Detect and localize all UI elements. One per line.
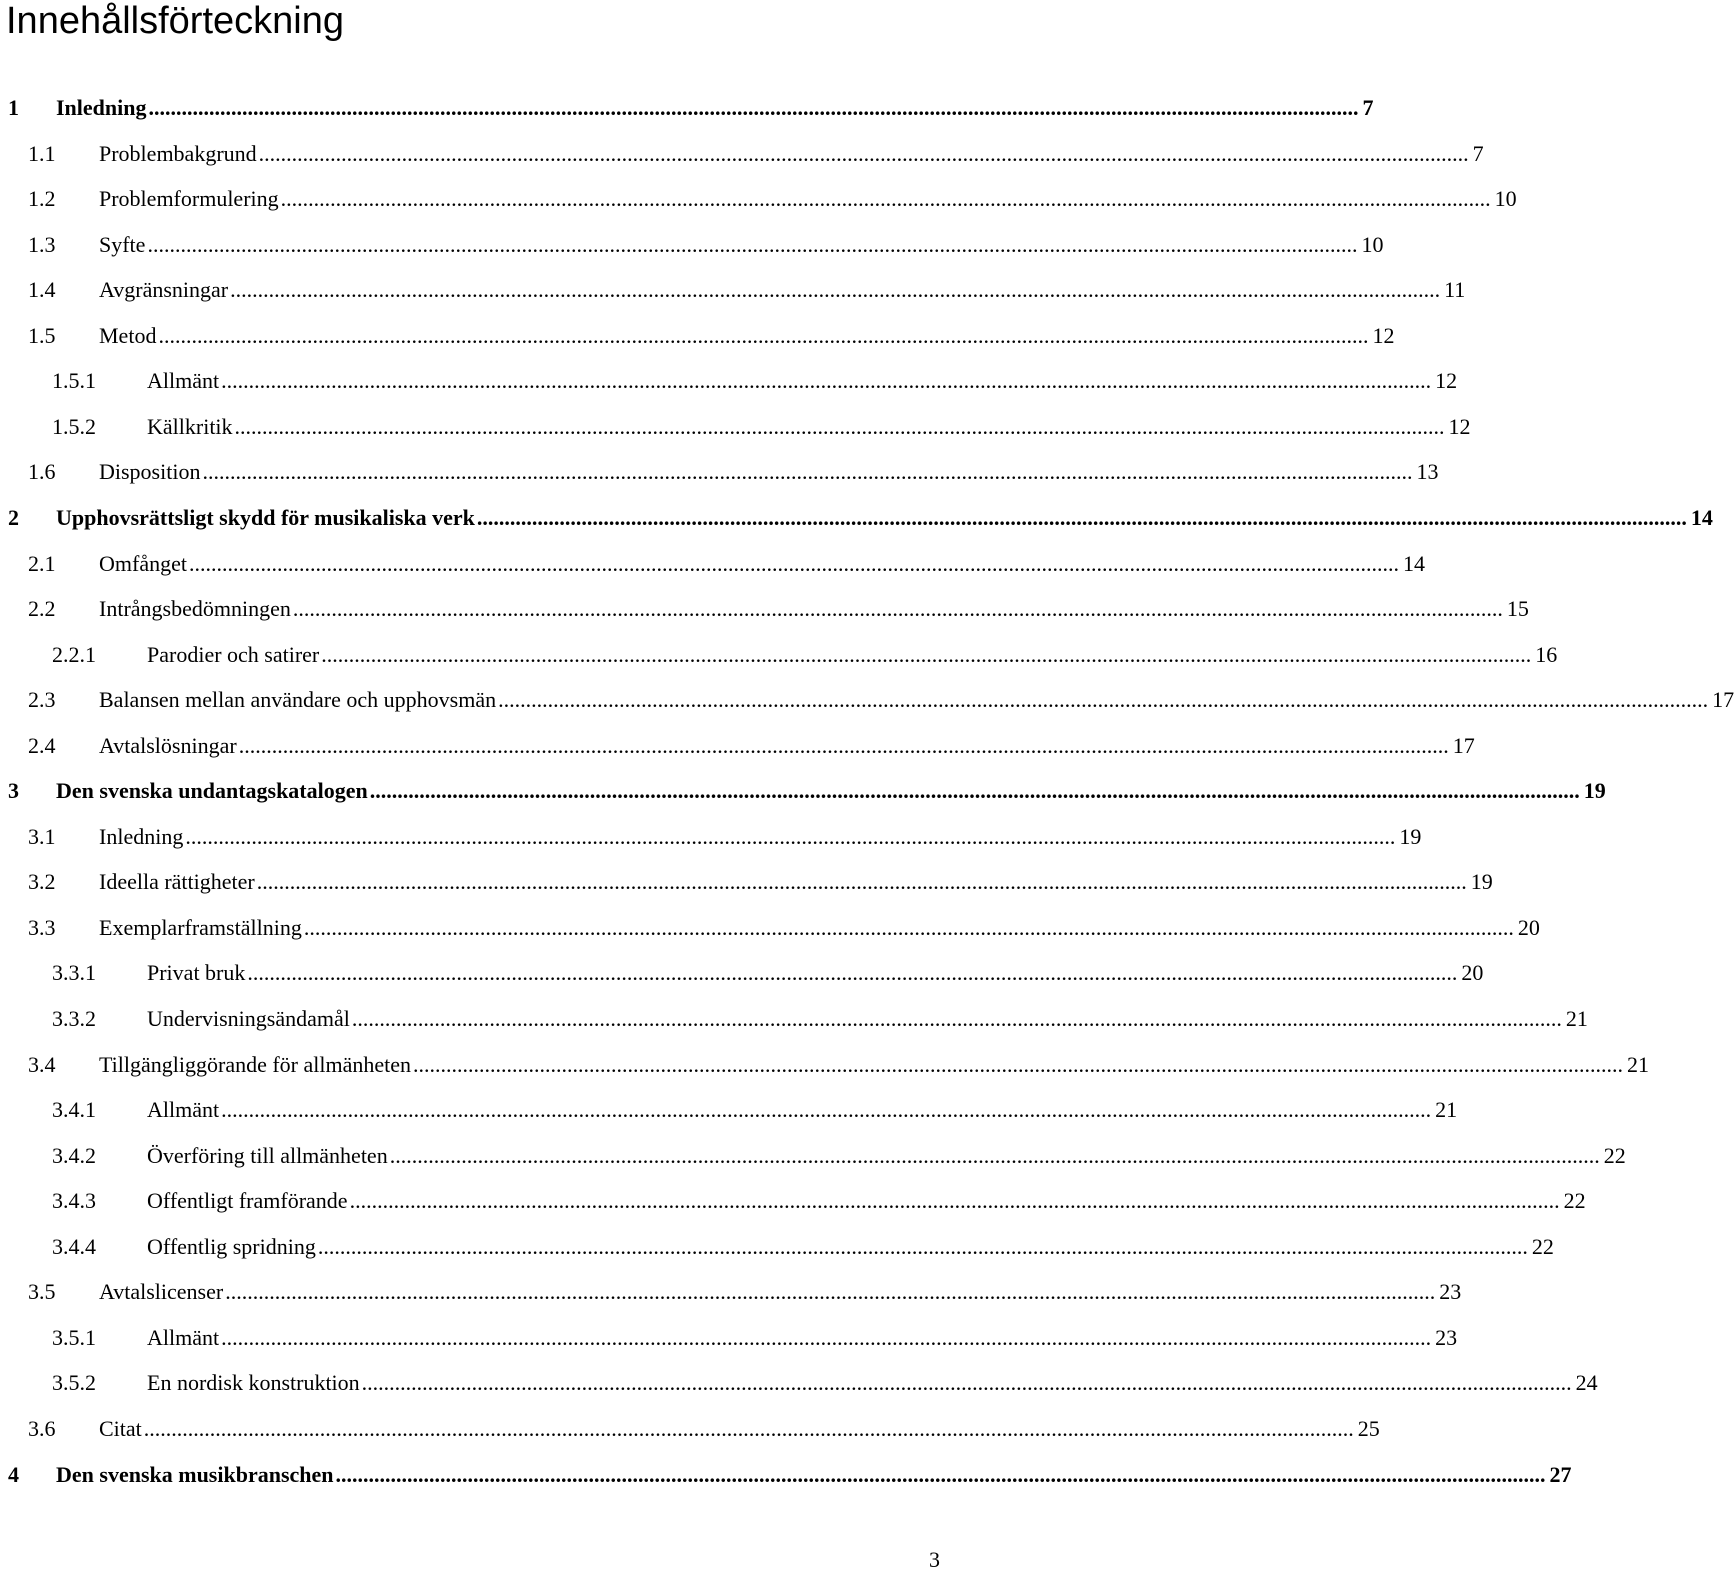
toc-entry[interactable]	[0, 1231, 1554, 1263]
toc-entry-page: 19	[1470, 869, 1493, 894]
toc-dot-leader: ............................................................................................................................................................................................................................	[238, 733, 1449, 758]
toc-dot-leader: ............................................................................................................................................................................................................................	[202, 459, 1413, 484]
toc-entry-number: 3.5.2	[52, 1370, 96, 1395]
toc-entry[interactable]	[0, 1140, 1626, 1172]
toc-entry-title: Undervisningsändamål	[147, 1006, 350, 1031]
toc-entry[interactable]	[0, 1276, 1462, 1308]
toc-entry[interactable]	[0, 1413, 1380, 1445]
toc-entry-title: Allmänt	[147, 1325, 220, 1350]
toc-entry-page: 25	[1357, 1416, 1380, 1441]
toc-entry-title: Omfånget	[99, 551, 187, 576]
toc-dot-leader: ............................................................................................................................................................................................................................	[317, 1234, 1528, 1259]
toc-entry-page: 15	[1506, 596, 1529, 621]
toc-dot-leader: ............................................................................................................................................................................................................................	[147, 232, 1358, 257]
toc-entry[interactable]	[0, 1185, 1586, 1217]
toc-entry-page: 14	[1402, 551, 1425, 576]
toc-entry-title: Balansen mellan användare och upphovsmän	[99, 687, 497, 712]
toc-dot-leader: ............................................................................................................................................................................................................................	[185, 824, 1396, 849]
toc-entry-title: Allmänt	[147, 1097, 220, 1122]
toc-entry[interactable]	[0, 1094, 1458, 1126]
toc-entry[interactable]	[0, 502, 1713, 534]
toc-entry-page: 21	[1565, 1006, 1588, 1031]
page-title: Innehållsförteckning	[6, 0, 344, 42]
toc-dot-leader: ............................................................................................................................................................................................................................	[158, 323, 1369, 348]
toc-entry-page: 10	[1361, 232, 1384, 257]
toc-entry-number: 1.6	[28, 459, 56, 484]
toc-entry[interactable]	[0, 1049, 1650, 1081]
toc-entry[interactable]	[0, 593, 1529, 625]
toc-entry-number: 3.5	[28, 1279, 56, 1304]
toc-entry-page: 19	[1399, 824, 1422, 849]
toc-dot-leader: ............................................................................................................................................................................................................................	[148, 95, 1359, 120]
toc-entry-number: 2.1	[28, 551, 56, 576]
toc-entry-page: 12	[1372, 323, 1395, 348]
toc-dot-leader: ............................................................................................................................................................................................................................	[303, 915, 1514, 940]
toc-entry-page: 22	[1603, 1143, 1626, 1168]
toc-entry-page: 21	[1627, 1052, 1650, 1077]
toc-dot-leader: ............................................................................................................................................................................................................................	[498, 687, 1709, 712]
toc-entry[interactable]	[0, 456, 1439, 488]
toc-dot-leader: ............................................................................................................................................................................................................................	[256, 869, 1467, 894]
toc-entry-page: 24	[1575, 1370, 1598, 1395]
toc-entry-title: Källkritik	[147, 414, 233, 439]
toc-entry-number: 1.2	[28, 186, 56, 211]
toc-entry-title: Metod	[99, 323, 157, 348]
toc-entry-page: 27	[1549, 1462, 1572, 1487]
toc-entry[interactable]	[0, 411, 1471, 443]
toc-dot-leader: ............................................................................................................................................................................................................................	[230, 277, 1441, 302]
toc-dot-leader: ............................................................................................................................................................................................................................	[413, 1052, 1624, 1077]
toc-dot-leader: ............................................................................................................................................................................................................................	[335, 1462, 1546, 1487]
toc-entry[interactable]	[0, 365, 1458, 397]
toc-entry-page: 14	[1690, 505, 1713, 530]
toc-entry-page: 20	[1461, 960, 1484, 985]
toc-entry-number: 1.3	[28, 232, 56, 257]
toc-dot-leader: ............................................................................................................................................................................................................................	[188, 551, 1399, 576]
toc-entry-title: Inledning	[99, 824, 184, 849]
toc-entry[interactable]	[0, 684, 1734, 716]
toc-dot-leader: ............................................................................................................................................................................................................................	[258, 141, 1469, 166]
toc-entry-title: En nordisk konstruktion	[147, 1370, 360, 1395]
toc-entry-title: Offentligt framförande	[147, 1188, 348, 1213]
toc-entry-title: Problemformulering	[99, 186, 279, 211]
toc-entry-page: 23	[1435, 1325, 1458, 1350]
toc-entry[interactable]	[0, 229, 1384, 261]
page-number: 3	[929, 1547, 940, 1572]
toc-entry[interactable]	[0, 957, 1484, 989]
toc-dot-leader: ............................................................................................................................................................................................................................	[361, 1370, 1572, 1395]
toc-entry[interactable]	[0, 274, 1466, 306]
toc-entry-title: Offentlig spridning	[147, 1234, 316, 1259]
toc-entry-number: 3.2	[28, 869, 56, 894]
toc-entry-number: 1.5.1	[52, 368, 96, 393]
toc-entry-title: Den svenska undantagskatalogen	[56, 778, 368, 803]
toc-entry-title: Avgränsningar	[99, 277, 229, 302]
toc-entry-page: 12	[1435, 368, 1458, 393]
toc-entry[interactable]	[0, 821, 1422, 853]
toc-entry-title: Privat bruk	[147, 960, 246, 985]
toc-entry-number: 3.4	[28, 1052, 56, 1077]
toc-entry[interactable]	[0, 548, 1425, 580]
toc-entry-page: 16	[1535, 642, 1558, 667]
toc-entry[interactable]	[0, 1459, 1572, 1491]
toc-entry-title: Parodier och satirer	[147, 642, 320, 667]
toc-entry[interactable]	[0, 92, 1374, 124]
toc-entry[interactable]	[0, 775, 1606, 807]
toc-entry-title: Upphovsrättsligt skydd för musikaliska verk	[56, 505, 475, 530]
toc-dot-leader: ............................................................................................................................................................................................................................	[389, 1143, 1600, 1168]
toc-entry-number: 2.4	[28, 733, 56, 758]
toc-entry-number: 3	[8, 778, 19, 803]
toc-entry-page: 17	[1712, 687, 1734, 712]
toc-entry-title: Citat	[99, 1416, 142, 1441]
toc-entry[interactable]	[0, 1367, 1598, 1399]
toc-entry-number: 3.5.1	[52, 1325, 96, 1350]
toc-entry-page: 22	[1531, 1234, 1554, 1259]
toc-dot-leader: ............................................................................................................................................................................................................................	[280, 186, 1491, 211]
toc-entry-number: 3.4.2	[52, 1143, 96, 1168]
toc-dot-leader: ............................................................................................................................................................................................................................	[221, 368, 1432, 393]
toc-dot-leader: ............................................................................................................................................................................................................................	[476, 505, 1687, 530]
toc-entry-number: 2.2.1	[52, 642, 96, 667]
toc-entry[interactable]	[0, 183, 1517, 215]
toc-entry-title: Allmänt	[147, 368, 220, 393]
toc-entry-number: 2	[8, 505, 19, 530]
toc-entry-number: 3.1	[28, 824, 56, 849]
toc-entry-page: 13	[1416, 459, 1439, 484]
toc-entry-number: 4	[8, 1462, 19, 1487]
toc-dot-leader: ............................................................................................................................................................................................................................	[351, 1006, 1562, 1031]
toc-entry[interactable]	[0, 138, 1484, 170]
toc-dot-leader: ............................................................................................................................................................................................................................	[143, 1416, 1354, 1441]
toc-entry-title: Syfte	[99, 232, 146, 257]
toc-entry-number: 2.3	[28, 687, 56, 712]
toc-entry-page: 22	[1563, 1188, 1586, 1213]
toc-entry-page: 10	[1494, 186, 1517, 211]
toc-entry-number: 1.4	[28, 277, 56, 302]
toc-entry[interactable]	[0, 730, 1475, 762]
toc-entry-title: Överföring till allmänheten	[147, 1143, 388, 1168]
toc-entry[interactable]	[0, 1322, 1458, 1354]
toc-dot-leader: ............................................................................................................................................................................................................................	[221, 1325, 1432, 1350]
toc-dot-leader: ............................................................................................................................................................................................................................	[321, 642, 1532, 667]
toc-entry-page: 21	[1435, 1097, 1458, 1122]
toc-entry[interactable]	[0, 639, 1558, 671]
toc-entry-number: 1.1	[28, 141, 56, 166]
toc-entry-page: 20	[1517, 915, 1540, 940]
toc-dot-leader: ............................................................................................................................................................................................................................	[225, 1279, 1436, 1304]
toc-entry-number: 3.4.3	[52, 1188, 96, 1213]
toc-entry-page: 23	[1439, 1279, 1462, 1304]
toc-entry-title: Avtalslicenser	[99, 1279, 224, 1304]
toc-entry[interactable]	[0, 912, 1540, 944]
toc-entry-title: Tillgängliggörande för allmänheten	[99, 1052, 412, 1077]
toc-entry-number: 3.3.2	[52, 1006, 96, 1031]
toc-dot-leader: ............................................................................................................................................................................................................................	[369, 778, 1580, 803]
toc-entry-title: Problembakgrund	[99, 141, 257, 166]
toc-entry-number: 3.4.4	[52, 1234, 96, 1259]
toc-entry-page: 17	[1452, 733, 1475, 758]
toc-entry-page: 7	[1362, 95, 1374, 120]
toc-entry-number: 3.3	[28, 915, 56, 940]
toc-entry-number: 1	[8, 95, 19, 120]
toc-entry-title: Den svenska musikbranschen	[56, 1462, 334, 1487]
toc-entry-page: 12	[1448, 414, 1471, 439]
toc-entry[interactable]	[0, 1003, 1588, 1035]
toc-entry-number: 1.5.2	[52, 414, 96, 439]
toc-dot-leader: ............................................................................................................................................................................................................................	[234, 414, 1445, 439]
toc-entry-page: 7	[1472, 141, 1484, 166]
toc-entry-title: Intrångsbedömningen	[99, 596, 291, 621]
toc-entry-page: 11	[1444, 277, 1466, 302]
toc-entry-title: Inledning	[56, 95, 147, 120]
toc-entry-number: 3.4.1	[52, 1097, 96, 1122]
toc-entry-number: 3.3.1	[52, 960, 96, 985]
toc-entry-number: 2.2	[28, 596, 56, 621]
toc-entry-number: 3.6	[28, 1416, 56, 1441]
toc-entry-title: Ideella rättigheter	[99, 869, 255, 894]
toc-dot-leader: ............................................................................................................................................................................................................................	[221, 1097, 1432, 1122]
toc-entry-title: Disposition	[99, 459, 201, 484]
toc-dot-leader: ............................................................................................................................................................................................................................	[247, 960, 1458, 985]
toc-entry-number: 1.5	[28, 323, 56, 348]
toc-dot-leader: ............................................................................................................................................................................................................................	[349, 1188, 1560, 1213]
toc-entry-title: Avtalslösningar	[99, 733, 237, 758]
toc-entry[interactable]	[0, 320, 1395, 352]
toc-entry[interactable]	[0, 866, 1493, 898]
toc-entry-title: Exemplarframställning	[99, 915, 302, 940]
toc-entry-page: 19	[1583, 778, 1606, 803]
toc-dot-leader: ............................................................................................................................................................................................................................	[292, 596, 1503, 621]
